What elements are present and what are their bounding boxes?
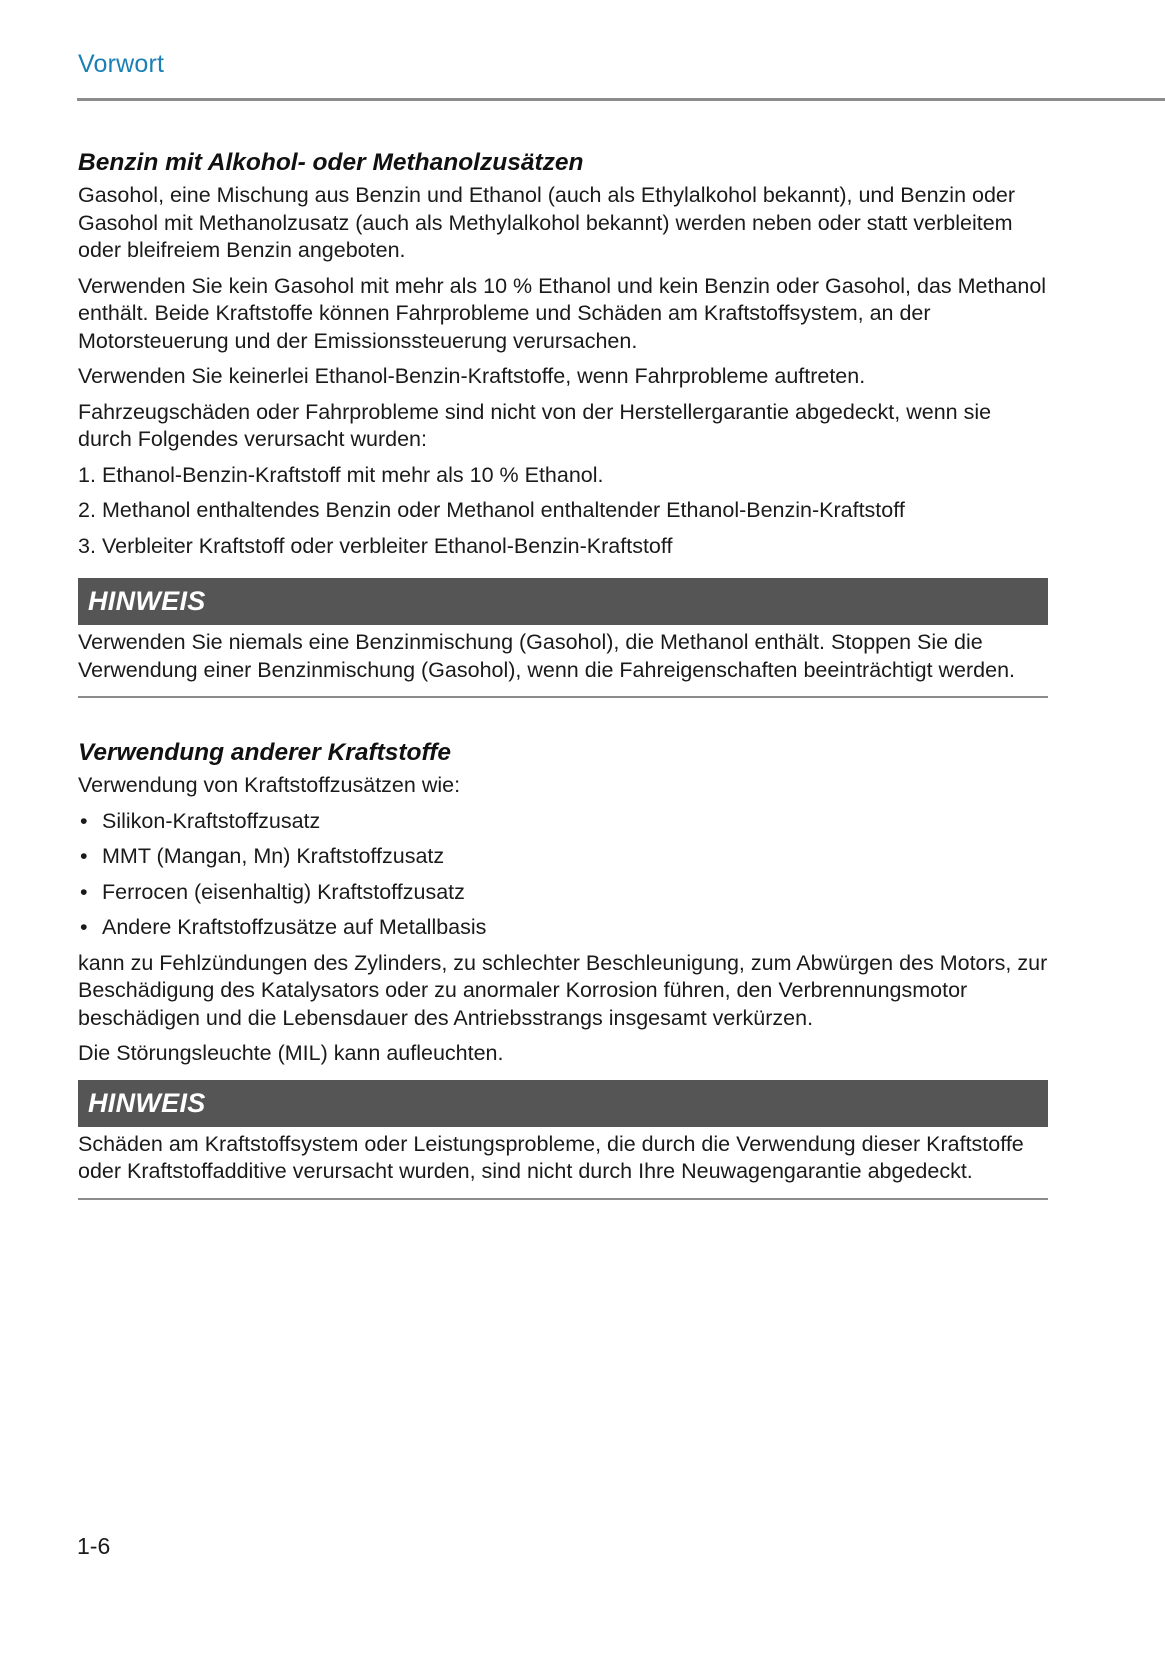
bullet-icon: • bbox=[80, 844, 88, 868]
page-number: 1-6 bbox=[77, 1533, 111, 1559]
list-number: 1. bbox=[78, 462, 96, 487]
bullet-icon: • bbox=[80, 879, 88, 904]
list-item-text: MMT (Mangan, Mn) Kraftstoffzusatz bbox=[102, 844, 445, 868]
list-item-text: Ethanol-Benzin-Kraftstoff mit mehr als 10 % Ethanol. bbox=[102, 462, 604, 487]
bullet-list-item bbox=[78, 879, 1048, 907]
numbered-list-item bbox=[78, 497, 1048, 525]
bullet-icon: • bbox=[80, 915, 88, 939]
section-alcohol-fuel bbox=[78, 148, 1048, 698]
numbered-list-item bbox=[78, 462, 1048, 490]
notice-banner bbox=[78, 578, 1048, 625]
bullet-icon: • bbox=[80, 808, 88, 833]
page-content bbox=[78, 148, 1048, 1200]
paragraph: Verwenden Sie keinerlei Ethanol-Benzin-Kraftstoffe, wenn Fahrprobleme auftreten. bbox=[78, 364, 866, 388]
paragraph: Fahrzeugschäden oder Fahrprobleme sind nicht von der Herstellergarantie abgedeckt, wenn sie durch Folgendes verursacht wurden: bbox=[78, 399, 992, 451]
paragraph: Die Störungsleuchte (MIL) kann aufleuchten. bbox=[78, 1041, 504, 1065]
list-number: 2. bbox=[78, 498, 96, 522]
paragraph: kann zu Fehlzündungen des Zylinders, zu schlechter Beschleunigung, zum Abwürgen des Motors, zur Beschädigung des Katalysators oder zu anormaler Korrosion führen, den Verbrennungsmotor beschädigen und die Lebensdauer des Antriebsstrangs insgesamt verkürzen. bbox=[78, 950, 1048, 1030]
bullet-list-item bbox=[78, 843, 1048, 871]
notice-banner bbox=[78, 1080, 1048, 1127]
list-item-text: Andere Kraftstoffzusätze auf Metallbasis bbox=[102, 915, 487, 939]
list-item-text: Ferrocen (eisenhaltig) Kraftstoffzusatz bbox=[102, 879, 465, 904]
chapter-title: Vorwort bbox=[78, 50, 165, 78]
notice-text: Schäden am Kraftstoffsystem oder Leistungsprobleme, die durch die Verwendung dieser Kraftstoffe oder Kraftstoffadditive verursacht wurden, sind nicht durch Ihre Neuwagengarantie abgedeckt. bbox=[78, 1131, 1048, 1200]
section-heading: Benzin mit Alkohol- oder Methanolzusätzen bbox=[78, 149, 584, 176]
bullet-list-item bbox=[78, 808, 1048, 836]
numbered-list-item bbox=[78, 533, 1048, 561]
notice-text: Verwenden Sie niemals eine Benzinmischung (Gasohol), die Methanol enthält. Stoppen Sie die Verwendung einer Benzinmischung (Gasohol), wenn die Fahreigenschaften beeinträchtigt werden. bbox=[78, 629, 1048, 698]
list-number: 3. bbox=[78, 533, 96, 558]
bullet-list-item bbox=[78, 914, 1048, 942]
paragraph: Verwenden Sie kein Gasohol mit mehr als 10 % Ethanol und kein Benzin oder Gasohol, das Methanol enthält. Beide Kraftstoffe können Fahrprobleme und Schäden am Kraftstoffsystem, an der Motorsteuerung und der Emissionssteuerung verursachen. bbox=[78, 273, 1047, 353]
list-item-text: Methanol enthaltendes Benzin oder Methanol enthaltender Ethanol-Benzin-Kraftstoff bbox=[102, 498, 905, 522]
notice-label: HINWEIS bbox=[88, 1087, 206, 1118]
section-heading: Verwendung anderer Kraftstoffe bbox=[78, 739, 452, 766]
list-item-text: Verbleiter Kraftstoff oder verbleiter Ethanol-Benzin-Kraftstoff bbox=[102, 533, 673, 558]
header-divider bbox=[77, 98, 1165, 101]
notice-label: HINWEIS bbox=[88, 586, 206, 616]
section-other-fuels bbox=[78, 738, 1048, 1200]
list-item-text: Silikon-Kraftstoffzusatz bbox=[102, 808, 321, 833]
paragraph: Gasohol, eine Mischung aus Benzin und Ethanol (auch als Ethylalkohol bekannt), und Benzin oder Gasohol mit Methanolzusatz (auch als Methylalkohol bekannt) werden neben oder statt verbleitem oder bleifreiem Benzin angeboten. bbox=[78, 183, 1016, 262]
paragraph: Verwendung von Kraftstoffzusätzen wie: bbox=[78, 773, 461, 797]
